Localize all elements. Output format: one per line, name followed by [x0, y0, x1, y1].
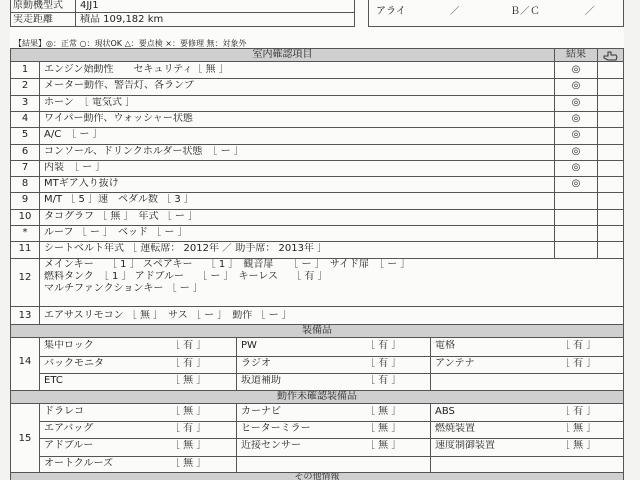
result-legend: 【結果】◎：正常 ○：現状OK △：要点検 ×：要修理 無：対象外 — [14, 39, 247, 48]
equipment-item-value: ［ 有 ］ — [365, 375, 402, 386]
interior-row-number: 1 — [21, 64, 29, 75]
interior-section-title: 室内確認項目 — [11, 49, 554, 61]
hand-pointer-icon — [598, 49, 623, 61]
interior-row-number: 2 — [21, 80, 29, 92]
unconfirmed-item-name: カーナビ — [241, 406, 281, 417]
unconfirmed-item-value: ［ 無 ］ — [170, 457, 207, 469]
unconfirmed-item-name: ヒーターミラー — [241, 423, 311, 435]
unconfirmed-item-name: 近接センサー — [241, 440, 301, 452]
unconfirmed-item-name: ドラレコ — [44, 406, 84, 417]
interior-row-number: 6 — [21, 145, 29, 157]
interior-row-text: ホーン ［ 電気式 ］ — [44, 96, 136, 108]
unconfirmed-item-name: エアバッグ — [44, 423, 94, 435]
interior-row-result: ◎ — [571, 178, 581, 190]
interior-row-text: コンソール、ドリンクホルダー状態 ［ ー ］ — [44, 145, 244, 157]
interior-row-result: ◎ — [571, 80, 581, 92]
interior-row-text: タコグラフ ［ 無 ］ 年式 ［ ー ］ — [44, 210, 199, 222]
equipment-item-value: ［ 無 ］ — [170, 375, 207, 386]
other-info-title: その他情報 — [11, 473, 623, 480]
alignment-value-3: ／ — [585, 6, 595, 17]
equipment-item-name: PW — [241, 340, 257, 351]
equipment-item-name: 電格 — [435, 340, 455, 351]
unconfirmed-item-name: 燃焼装置 — [435, 423, 475, 435]
unconfirmed-item-value: ［ 無 ］ — [365, 406, 402, 417]
interior-row-text: M/T ［ 5 ］速 ペダル数 ［ 3 ］ — [44, 194, 194, 206]
equipment-number: 14 — [18, 356, 32, 367]
mileage-value: 積品 109,182 km — [80, 14, 164, 25]
unconfirmed-item-name: 速度制御装置 — [435, 440, 495, 452]
row-13-text: エアサスリモコン ［ 無 ］ サス ［ ー ］ 動作 ［ ー ］ — [44, 310, 292, 321]
interior-row-text: 内装 ［ ー ］ — [44, 161, 106, 173]
unconfirmed-number: 15 — [18, 433, 32, 444]
unconfirmed-item-value: ［ 有 ］ — [560, 406, 597, 417]
equipment-item-name: ETC — [44, 375, 63, 386]
equipment-item-value: ［ 有 ］ — [365, 340, 402, 351]
alignment-label: アライ — [376, 6, 406, 17]
unconfirmed-item-value: ［ 無 ］ — [560, 440, 597, 452]
interior-row-number: 3 — [21, 96, 29, 108]
interior-row-text: シートベルト年式 ［ 運転席： 2012年 ／ 助手席： 2013年 ］ — [44, 243, 328, 255]
equipment-item-name: 坂道補助 — [241, 375, 281, 386]
unconfirmed-item-name: オートクルーズ — [44, 457, 113, 469]
unconfirmed-item-value: ［ 無 ］ — [170, 406, 207, 417]
equipment-item-value: ［ 有 ］ — [170, 340, 207, 351]
row-12-line-2: 燃料タンク ［ 1 ］ アドブルー ［ ー ］ キーレス ［ 有 ］ — [44, 271, 328, 282]
equipment-item-name: バックモニタ — [44, 357, 104, 369]
interior-row-number: * — [22, 227, 28, 238]
interior-row-number: 9 — [21, 194, 29, 206]
equipment-item-name: アンテナ — [435, 357, 475, 369]
interior-row-text: ルーフ ［ ー ］ ベッド ［ ー ］ — [44, 227, 188, 238]
unconfirmed-item-value: ［ 無 ］ — [365, 440, 402, 452]
interior-row-number: 5 — [21, 129, 29, 141]
interior-row-text: A/C ［ ー ］ — [44, 129, 103, 141]
row-13-number: 13 — [18, 310, 32, 321]
equipment-item-name: ラジオ — [241, 357, 271, 369]
row-12-line-1: メインキー ［ 1 ］ スペアキー ［ 1 ］ 観音扉 ［ ー ］ サイド扉 ［ ー ］ — [44, 259, 411, 270]
interior-row-text: メーター動作、警告灯、各ランプ — [44, 80, 194, 92]
unconfirmed-item-name: アドブルー — [44, 440, 94, 452]
equipment-item-value: ［ 有 ］ — [170, 357, 207, 369]
unconfirmed-item-name: ABS — [435, 406, 455, 417]
interior-row-result: ◎ — [571, 129, 581, 141]
interior-row-number: 8 — [21, 178, 29, 190]
unconfirmed-section-title: 動作未確認装備品 — [11, 391, 623, 403]
alignment-value-1: ／ — [450, 6, 460, 17]
unconfirmed-item-value: ［ 無 ］ — [560, 423, 597, 435]
equipment-item-value: ［ 有 ］ — [560, 340, 597, 351]
alignment-value-2: Ｂ／Ｃ — [510, 6, 540, 17]
interior-row-text: MTギア入り抜け — [44, 178, 119, 190]
interior-row-text: エンジン始動性 セキュリティ［ 無 ］ — [44, 64, 229, 75]
interior-row-number: 7 — [21, 161, 29, 173]
interior-row-result: ◎ — [571, 145, 581, 157]
mileage-label: 実走距離 — [13, 14, 53, 25]
interior-row-result: ◎ — [571, 64, 581, 75]
interior-row-text: ワイパー動作、ウォッシャー状態 — [44, 112, 193, 124]
model-label: 原動機型式 — [13, 0, 63, 11]
result-column-header: 結果 — [555, 49, 597, 61]
row-12-number: 12 — [18, 272, 32, 283]
equipment-item-value: ［ 有 ］ — [365, 357, 402, 369]
equipment-item-value: ［ 有 ］ — [560, 357, 597, 369]
interior-row-result: ◎ — [571, 112, 581, 124]
equipment-item-name: 集中ロック — [44, 340, 94, 351]
interior-row-result: ◎ — [571, 161, 581, 173]
inspection-sheet — [10, 0, 624, 480]
interior-row-number: 11 — [18, 243, 32, 255]
unconfirmed-item-value: ［ 無 ］ — [365, 423, 402, 435]
equipment-section-title: 装備品 — [11, 325, 623, 337]
interior-row-number: 10 — [18, 210, 32, 222]
interior-row-number: 4 — [21, 112, 29, 124]
row-12-line-3: マルチファンクションキー ［ ー ］ — [44, 283, 203, 294]
unconfirmed-item-value: ［ 無 ］ — [170, 440, 207, 452]
unconfirmed-item-value: ［ 有 ］ — [170, 423, 207, 435]
interior-row-result: ◎ — [571, 96, 581, 108]
model-value: 4JJ1 — [80, 0, 99, 11]
